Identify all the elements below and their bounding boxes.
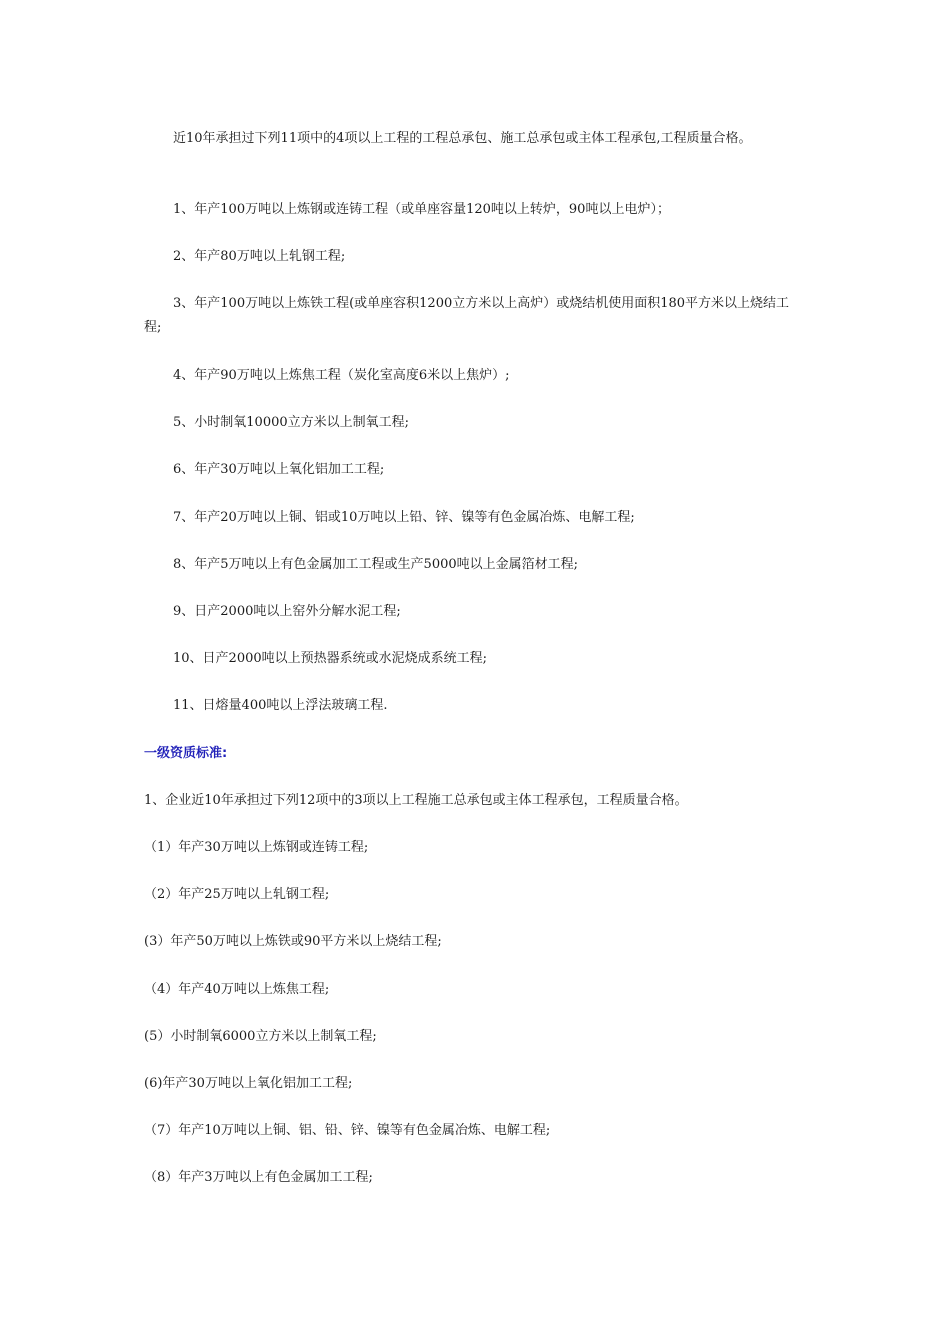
level1-item-2: （2）年产25万吨以上轧钢工程; — [144, 887, 330, 902]
level1-heading: 一级资质标准: — [144, 746, 228, 761]
special-item-5: 5、小时制氧10000立方米以上制氧工程; — [173, 415, 410, 430]
special-item-3: 3、年产100万吨以上炼铁工程(或单座容积1200立方米以上高炉）或烧结机使用面积180平方米以上烧结工程; — [144, 296, 790, 335]
special-item-10: 10、日产2000吨以上预热器系统或水泥烧成系统工程; — [173, 651, 488, 666]
special-item-11: 11、日熔量400吨以上浮法玻璃工程. — [173, 698, 388, 713]
special-item-1: 1、年产100万吨以上炼钢或连铸工程（或单座容量120吨以上转炉，90吨以上电炉）； — [173, 202, 670, 217]
special-item-2: 2、年产80万吨以上轧钢工程; — [173, 249, 346, 264]
level1-item-3: (3）年产50万吨以上炼铁或90平方米以上烧结工程; — [144, 934, 442, 949]
level1-item-6: (6)年产30万吨以上氧化铝加工工程; — [144, 1076, 353, 1091]
level1-item-7: （7）年产10万吨以上铜、铝、铅、锌、镍等有色金属冶炼、电解工程; — [144, 1123, 551, 1138]
intro-paragraph: 近10年承担过下列11项中的4项以上工程的工程总承包、施工总承包或主体工程承包,工程质量合格。 — [173, 131, 752, 146]
level1-item-1: （1）年产30万吨以上炼钢或连铸工程; — [144, 840, 369, 855]
level1-item-4: （4）年产40万吨以上炼焦工程; — [144, 982, 330, 997]
special-item-6: 6、年产30万吨以上氧化铝加工工程; — [173, 462, 385, 477]
special-item-4: 4、年产90万吨以上炼焦工程（炭化室高度6米以上焦炉）; — [173, 368, 510, 383]
special-item-9: 9、日产2000吨以上窑外分解水泥工程; — [173, 604, 401, 619]
special-item-8: 8、年产5万吨以上有色金属加工工程或生产5000吨以上金属箔材工程; — [173, 557, 579, 572]
level1-item-8: （8）年产3万吨以上有色金属加工工程; — [144, 1170, 373, 1185]
special-item-7: 7、年产20万吨以上铜、铝或10万吨以上铅、锌、镍等有色金属冶炼、电解工程; — [173, 510, 635, 525]
level1-intro: 1、企业近10年承担过下列12项中的3项以上工程施工总承包或主体工程承包，工程质量合格。 — [144, 793, 688, 808]
level1-item-5: (5）小时制氧6000立方米以上制氧工程; — [144, 1029, 377, 1044]
